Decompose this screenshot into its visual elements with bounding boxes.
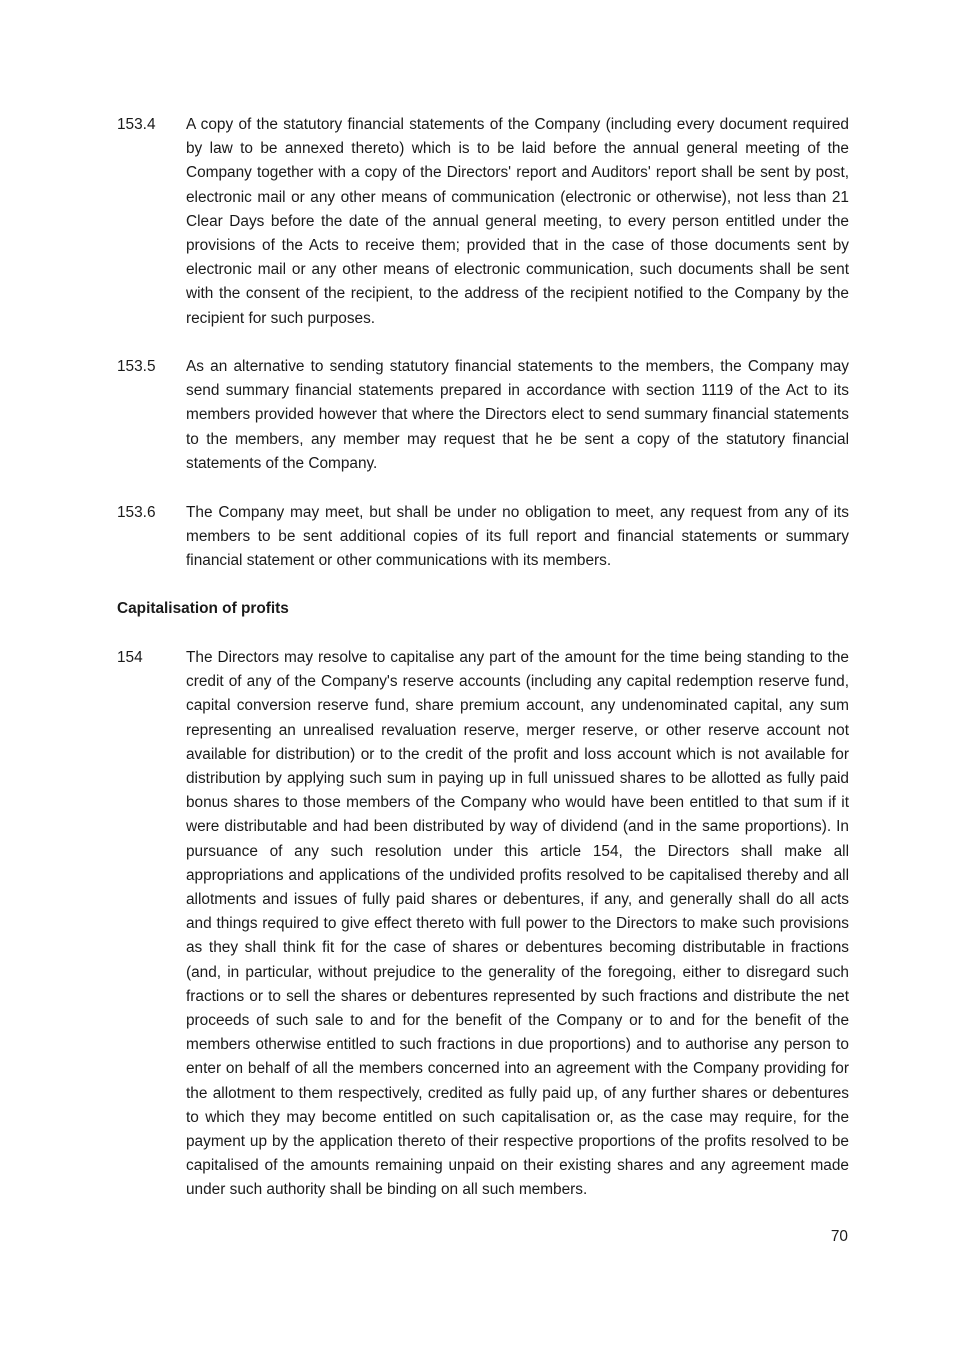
clause-153-6	[117, 501, 849, 574]
page-number: 70	[830, 1228, 848, 1245]
clause-number: 153.6	[117, 504, 156, 521]
clause-number: 153.5	[117, 358, 156, 375]
clause-text: A copy of the statutory financial statements of the Company (including every document required by law to be annexed thereto) which is to be laid before the annual general meeting of the Company together with a copy of the Directors' report and Auditors' report shall be sent by post, electronic mail or any other means of communication (electronic or otherwise), not less than 21 Clear Days before the date of the annual general meeting, to every person entitled under the provisions of the Acts to receive them; provided that in the case of those documents sent by electronic mail or any other means of electronic communication, such documents shall be sent with the consent of the recipient, to the address of the recipient notified to the Company by the recipient for such purposes.	[186, 116, 849, 327]
clause-154	[117, 646, 849, 1203]
clause-number: 154	[117, 649, 143, 666]
clause-number: 153.4	[117, 116, 156, 133]
clause-153-5	[117, 355, 849, 476]
section-heading: Capitalisation of profits	[117, 600, 289, 617]
clause-153-4	[117, 113, 849, 331]
clause-text: The Directors may resolve to capitalise any part of the amount for the time being standing to the credit of any of the Company's reserve accounts (including any capital redemption reserve fund, capital conversion reserve fund, share premium account, any undenominated capital, any sum representing an unrealised revaluation reserve, merger reserve, or other reserve account not available for distribution) or to the credit of the profit and loss account which is not available for distribution by applying such sum in paying up in full unissued shares to be allotted as fully paid bonus shares to those members of the Company who would have been entitled to that sum if it were distributable and had been distributed by way of dividend (and in the same proportions). In pursuance of any such resolution under this article 154, the Directors shall make all appropriations and applications of the undivided profits resolved to be capitalised thereby and all allotments and issues of fully paid shares or debentures, if any, and generally shall do all acts and things required to give effect thereto with full power to the Directors to make such provisions as they shall think fit for the case of shares or debentures becoming distributable in fractions (and, in particular, without prejudice to the generality of the foregoing, either to disregard such fractions or to sell the shares or debentures represented by such fractions and distribute the net proceeds of such sale to and for the benefit of the Company or to and for the benefit of the members otherwise entitled to such fractions in due proportions) and to authorise any person to enter on behalf of all the members concerned into an agreement with the Company providing for the allotment to them respectively, credited as fully paid up, of any further shares or debentures to which they may become entitled on such capitalisation or, as the case may require, for the payment up by the application thereto of their respective proportions of the profits resolved to be capitalised of the amounts remaining unpaid on their existing shares and any agreement made under such authority shall be binding on all such members.	[186, 649, 849, 1199]
clause-text: The Company may meet, but shall be under no obligation to meet, any request from any of its members to be sent additional copies of its full report and financial statements or summary financial statement or other communications with its members.	[186, 504, 849, 570]
clause-text: As an alternative to sending statutory financial statements to the members, the Company may send summary financial statements prepared in accordance with section 1119 of the Act to its members provided however that where the Directors elect to send summary financial statements to the members, any member may request that he be sent a copy of the statutory financial statements of the Company.	[186, 358, 849, 472]
